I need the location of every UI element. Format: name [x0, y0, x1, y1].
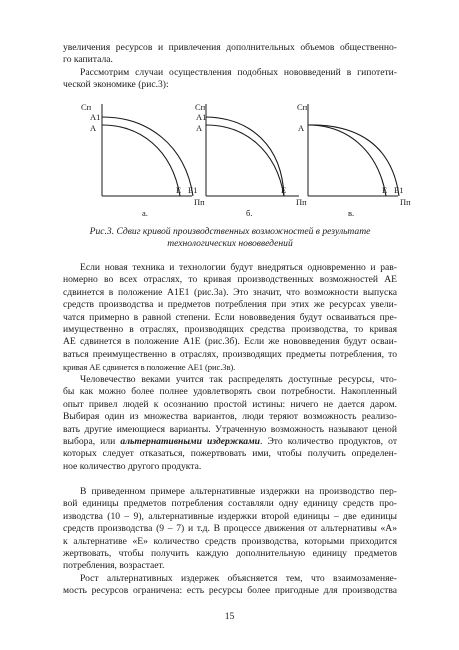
text-line: вой единицы предметов потребления составляли одну единицу средств про- — [63, 498, 397, 510]
y-axis-mark: A — [298, 123, 305, 133]
panel-label: б. — [246, 208, 253, 218]
text-line: опыт привел людей к осознанию простой истины: ничего не дается даром. — [63, 398, 397, 410]
text-line: имущественно в отраслях, производящих средства производства, то кривая — [63, 324, 397, 336]
x-axis-mark: E — [281, 185, 287, 195]
text-line: вать другие имеющиеся варианты. Утраченную возможность называют ценой — [63, 423, 397, 435]
figure-3 — [80, 98, 420, 220]
text-line: Рассмотрим случаи осуществления подобных нововведений в гипотети- — [80, 67, 397, 78]
y-axis-mark: A — [196, 123, 203, 133]
text-line: средств производства (9 – 7) и т.д. В процессе движения от альтернативы «А» — [63, 523, 397, 535]
text-line: го капитала. — [63, 54, 113, 66]
text-line: В приведенном примере альтернативные издержки на производство пер- — [80, 486, 397, 497]
intro-paragraph — [63, 67, 397, 92]
figure-panel-a — [81, 102, 205, 218]
x-axis-label: Пп — [400, 197, 411, 207]
text-line: бы как можно более полнее удовлетворять свои потребности. Накопленный — [63, 386, 397, 398]
caption-line: Рис.3. Сдвиг кривой производственных возможностей в результате — [89, 226, 371, 237]
y-axis-mark: A1 — [90, 112, 101, 122]
y-axis-mark: A1 — [196, 112, 207, 122]
panel-label: в. — [348, 208, 355, 218]
text-line: мость ресурсов ограничена: есть ресурсы более пригодные для производства — [63, 585, 397, 597]
text-line: Если новая техника и технологии будут внедряться одновременно и рав- — [80, 262, 397, 273]
text-line: увеличения ресурсов и привлечения дополнительных объемов общественно- — [63, 42, 397, 53]
text-line — [63, 436, 397, 448]
y-axis-mark: A — [90, 123, 97, 133]
text-line: жертвовать, чтобы получить каждую дополнительную единицу предметов — [63, 548, 397, 560]
text-line: кривая АЕ сдвинется в положение АЕ1 (рис.3в). — [63, 362, 236, 373]
text-line: средств производства и предметов потребления при этих же ресурсах увели- — [63, 299, 397, 311]
text-line: номерно во всех отраслях, то кривая производственных возможностей АЕ — [63, 274, 397, 286]
paragraph-3 — [63, 486, 397, 573]
x-axis-mark: E1 — [188, 185, 198, 195]
caption-line: технологических нововведений — [167, 237, 293, 249]
panel-label: а. — [142, 208, 148, 218]
text-line: которых следует отказаться, пожертвовать ими, чтобы получить определен- — [63, 448, 397, 460]
x-axis-mark: E1 — [394, 185, 404, 195]
figure-panel-c — [297, 102, 411, 218]
text-fragment: . Это количество продуктов, от — [260, 436, 398, 448]
text-line: ваться преимущественно в отраслях, производящих предметы потребления, то — [63, 348, 397, 360]
paragraph-1 — [63, 262, 397, 374]
text-line: сдвинется в положение А1Е1 (рис.3а). Это значит, что возможности выпуска — [63, 286, 397, 298]
y-axis-label: Сп — [297, 102, 308, 112]
page-number: 15 — [224, 611, 235, 622]
x-axis-label: Пп — [194, 197, 205, 207]
figure-caption — [63, 226, 397, 249]
y-axis-label: Сп — [81, 102, 92, 112]
x-axis-mark: E — [382, 185, 388, 195]
x-axis-label: Пп — [296, 197, 307, 207]
text-line: ческой экономике (рис.3): — [63, 79, 169, 91]
figure-panel-b — [195, 102, 307, 218]
text-line: изводства (10 – 9), альтернативные издержки второй единицы – две единицы — [63, 510, 397, 522]
top-paragraph — [63, 42, 397, 67]
text-line: Выбирая один из множества вариантов, люди теряют возможность реализо- — [63, 411, 397, 423]
text-line: Человечество веками учится так распределять доступные ресурсы, что- — [80, 374, 397, 385]
text-fragment: выбора, или — [63, 436, 116, 448]
key-term: альтернативными издержками — [120, 436, 260, 448]
y-axis-label: Сп — [195, 102, 206, 112]
paragraph-4 — [63, 573, 397, 598]
text-line: Рост альтернативных издержек объясняется тем, что взаимозаменяе- — [80, 573, 397, 584]
text-line: АЕ сдвинется в положение А1Е (рис.3б). Если же нововведения будут осваи- — [63, 336, 397, 348]
text-line: к альтернативе «Е» количество средств производства, которыми приходится — [63, 535, 397, 547]
x-axis-mark: E — [176, 185, 182, 195]
text-line: потребления, возрастает. — [63, 560, 165, 572]
paragraph-2 — [63, 374, 397, 473]
text-line: ное количество другого продукта. — [63, 460, 202, 472]
text-line: чатся примерно в равной степени. Если нововведения будут осваиваться пре- — [63, 311, 397, 323]
